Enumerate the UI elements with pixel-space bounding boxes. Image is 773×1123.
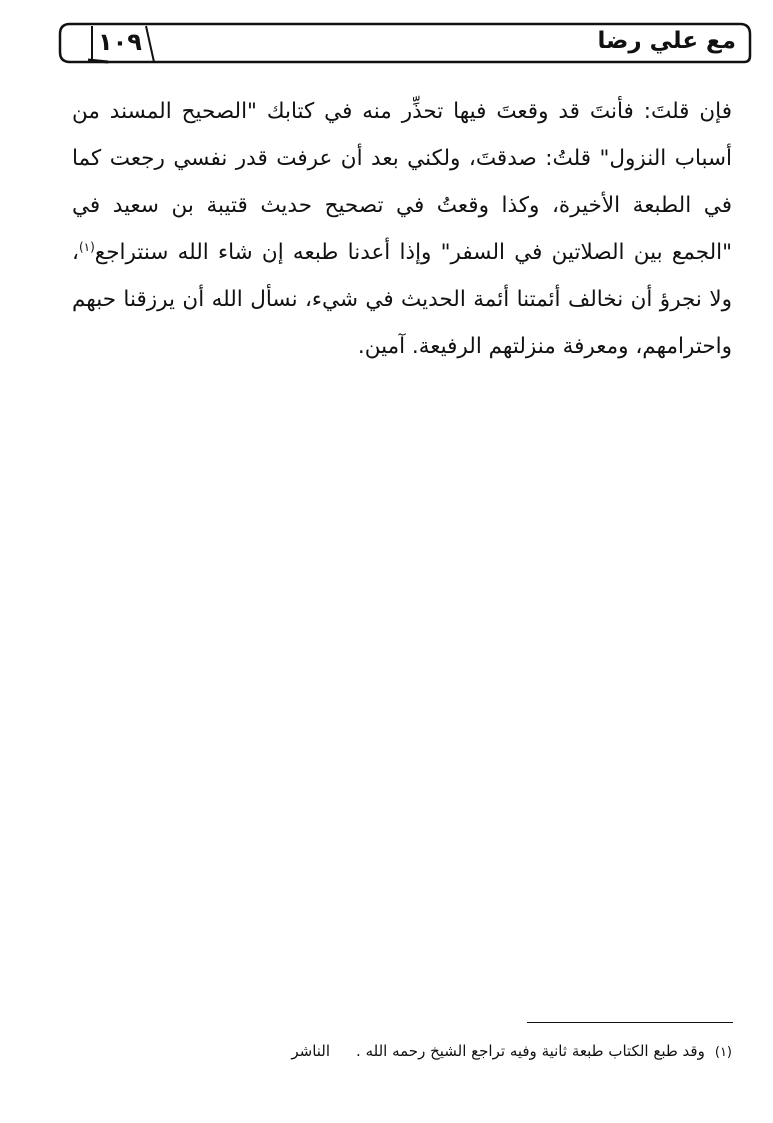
footnote-reference: (١) — [78, 239, 95, 254]
page-header — [58, 22, 752, 64]
page-number: ١٠٩ — [98, 28, 142, 56]
footnote — [220, 1042, 732, 1060]
footnote-divider — [527, 1022, 733, 1023]
footnote-attribution: الناشر — [291, 1042, 331, 1060]
footnote-text: وقد طبع الكتاب طبعة ثانية وفيه تراجع الشيخ رحمه الله . — [356, 1042, 705, 1060]
paragraph-text-2: ، ولا نجرؤ أن نخالف أئمتنا أئمة الحديث في شيء، نسأل الله أن يرزقنا حبهم واحترامهم، ومعرفة منزلتهم الرفيعة. آمين. — [72, 240, 732, 359]
footnote-marker: (١) — [714, 1045, 732, 1060]
main-paragraph — [72, 88, 732, 370]
paragraph-text-1: فإن قلتَ: فأنتَ قد وقعتَ فيها تحذِّر منه في كتابك "الصحيح المسند من أسباب النزول" قلتُ: صدقتَ، ولكني بعد أن عرفت قدر نفسي رجعت كما في الطبعة الأخيرة، وكذا وقعتُ في تصحيح حديث قتيبة بن سعيد في "الجمع بين الصلاتين في السفر" وإذا أعدنا طبعه إن شاء الله سنتراجع — [72, 99, 732, 265]
running-header-title: مع علي رضا — [597, 28, 736, 54]
